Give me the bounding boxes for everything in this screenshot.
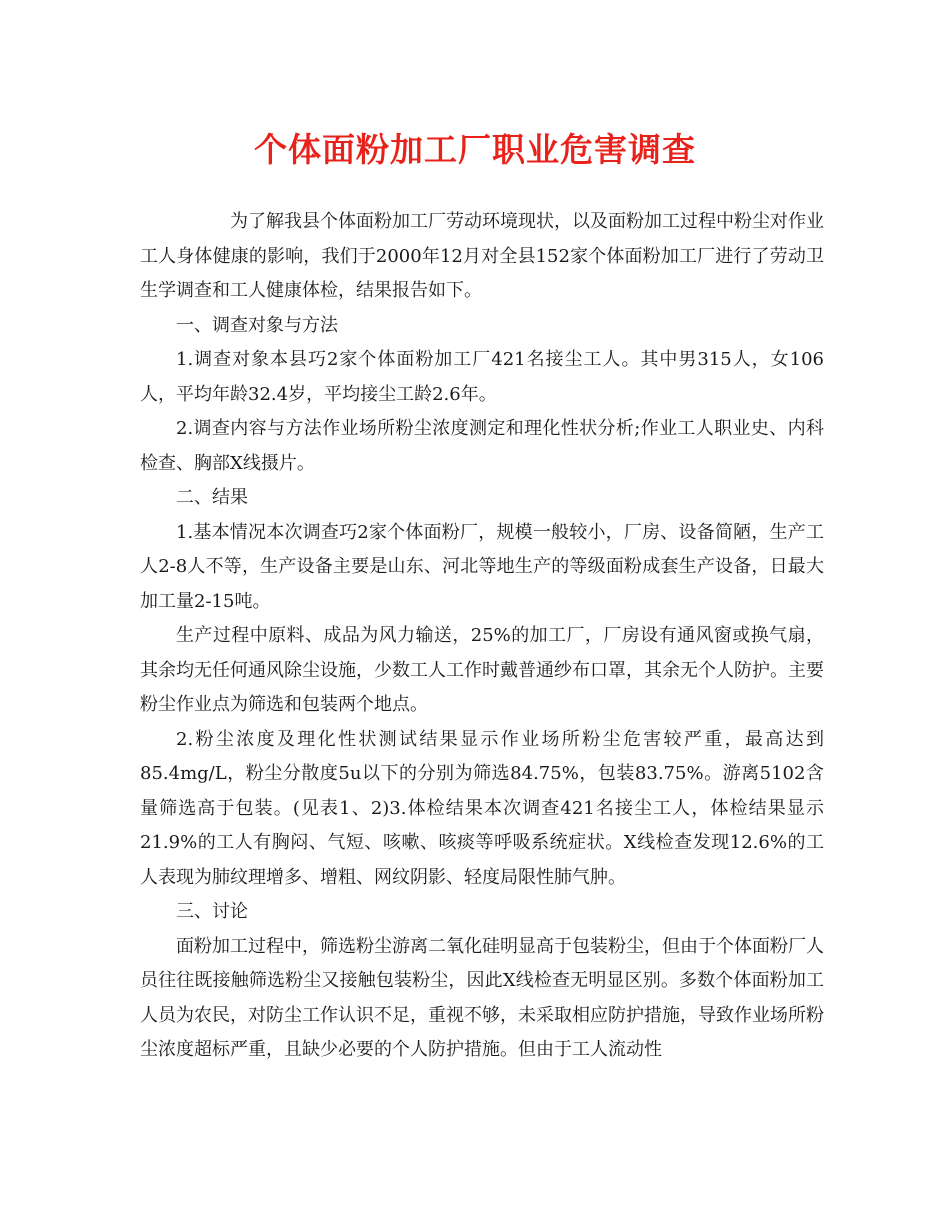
paragraph-discussion: 面粉加工过程中，筛选粉尘游离二氧化硅明显高于包装粉尘，但由于个体面粉厂人员往往既接触筛选粉尘又接触包装粉尘，因此X线检查无明显区别。多数个体面粉加工人员为农民，对防尘工作认识不足，重视不够，未采取相应防护措施，导致作业场所粉尘浓度超标严重，且缺少必要的个人防护措施。但由于工人流动性 (140, 935, 824, 1060)
intro-paragraph: 为了解我县个体面粉加工厂劳动环境现状，以及面粉加工过程中粉尘对作业工人身体健康的影响，我们于2000年12月对全县152家个体面粉加工厂进行了劳动卫生学调查和工人健康体检，结果报告如下。 (140, 211, 824, 301)
section-heading-methods: 一、调查对象与方法 (176, 314, 338, 336)
paragraph-dust-results: 2.粉尘浓度及理化性状测试结果显示作业场所粉尘危害较严重，最高达到85.4mg/L，粉尘分散度5u以下的分别为筛选84.75%，包装83.75%。游离5102含量筛选高于包装。(见表1、2)3.体检结果本次调查421名接尘工人，体检结果显示21.9%的工人有胸闷、气短、咳嗽、咳痰等呼吸系统症状。X线检查发现12.6%的工人表现为肺纹理增多、增粗、网纹阴影、轻度局限性肺气肿。 (140, 728, 824, 888)
paragraph-basic-situation: 1.基本情况本次调查巧2家个体面粉厂，规模一般较小，厂房、设备简陋，生产工人2-8人不等，生产设备主要是山东、河北等地生产的等级面粉成套生产设备，日最大加工量2-15吨。 (140, 521, 824, 612)
document-body (140, 205, 824, 1068)
section-heading-discussion: 三、讨论 (176, 901, 248, 922)
document-title: 个体面粉加工厂职业危害调查 (254, 130, 696, 169)
paragraph-production-process: 生产过程中原料、成品为风力输送，25%的加工厂，厂房设有通风窗或换气扇，其余均无任何通风除尘设施，少数工人工作时戴普通纱布口罩，其余无个人防护。主要粉尘作业点为筛选和包装两个地点。 (140, 625, 824, 715)
section-heading-results: 二、结果 (176, 487, 248, 508)
paragraph-subjects: 1.调查对象本县巧2家个体面粉加工厂421名接尘工人。其中男315人，女106人，平均年龄32.4岁，平均接尘工龄2.6年。 (140, 349, 824, 405)
paragraph-methods: 2.调查内容与方法作业场所粉尘浓度测定和理化性状分析;作业工人职业史、内科检查、胸部X线摄片。 (140, 418, 824, 474)
